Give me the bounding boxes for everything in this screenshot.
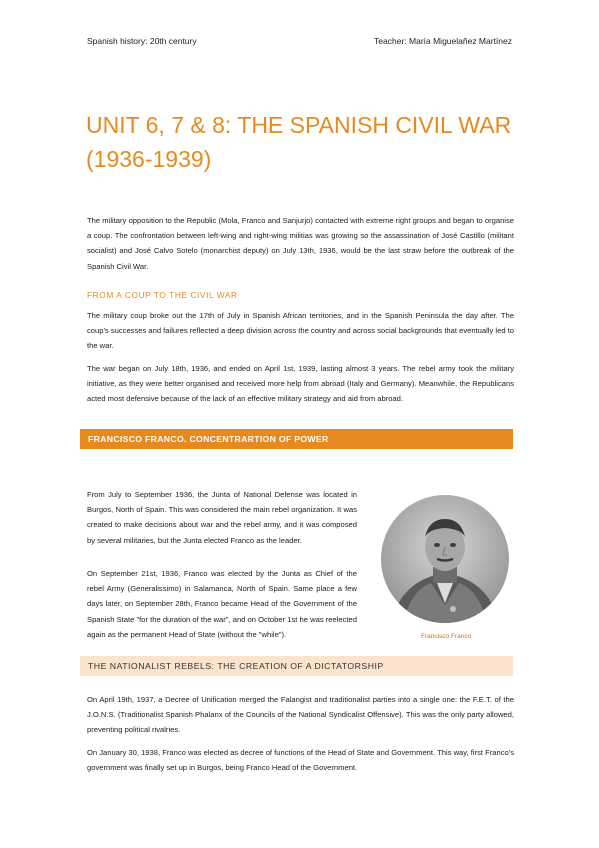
section-heading-coup: FROM A COUP TO THE CIVIL WAR: [87, 290, 238, 300]
franco-paragraph-2: On September 21st, 1936, Franco was elected by the Junta as Chief of the rebel Army (Generalissimo) in Salamanca, North of Spain. Same place a few days later, on September 28th, Franco became Head of the Government of the Spanish State "for the duration of the war", and on October 1st he was reelected again as the permanent Head of State (without the "while").: [87, 569, 357, 639]
nationalist-paragraph-1: On April 19th, 1937, a Decree of Unification merged the Falangist and traditionalist parties into a single one: the F.E.T. of the J.O.N.S. (Traditionalist Spanish Phalanx of the Councils of the National Syndicalist Offensive). This was the only party allowed, preventing political rivalries.: [87, 695, 514, 735]
intro-paragraph: The military opposition to the Republic (Mola, Franco and Sanjurjo) contacted with extreme right groups and began to organise a coup. The confrontation between left-wing and right-wing militias was growing so the assassination of José Castillo (militant socialist) and José Calvo Sotelo (monarchist deputy) on July 13th, 1936, would be the last straw before the outbreak of the Spanish Civil War.: [87, 216, 514, 271]
page-header: [87, 36, 512, 46]
title-line-1: UNIT 6, 7 & 8: THE SPANISH CIVIL WAR: [86, 112, 512, 138]
section-banner-nationalist: THE NATIONALIST REBELS: THE CREATION OF A DICTATORSHIP: [80, 656, 513, 676]
header-teacher: Teacher: María Miguelañez Martínez: [374, 36, 512, 46]
franco-portrait-image: [381, 495, 509, 623]
header-course: Spanish history: 20th century: [87, 36, 197, 46]
coup-paragraph-1: The military coup broke out the 17th of July in Spanish African territories, and in the Spanish Peninsula the day after. The coup's successes and failures reflected a deep division across the country and across social backgrounds that eventually led to the war.: [87, 311, 514, 351]
section-banner-franco: FRANCISCO FRANCO. CONCENTRARTION OF POWER: [80, 429, 513, 449]
portrait-caption: Francisco Franco: [421, 633, 472, 640]
coup-paragraph-2: The war began on July 18th, 1936, and ended on April 1st, 1939, lasting almost 3 years. The rebel army took the military initiative, as they were better organised and received more help from abroad (Italy and Germany). Meanwhile, the Republicans acted most defensive because of the lack of an effective military strategy and aid from abroad.: [87, 364, 514, 404]
franco-paragraph-1: From July to September 1936, the Junta of National Defense was located in Burgos, North of Spain. This was considered the main rebel organization. It was created to make decisions about war and the rebel army, and it was composed by several militaries, but the Junta elected Franco as the leader.: [87, 490, 357, 545]
unit-title: [86, 108, 526, 176]
nationalist-paragraph-2: On January 30, 1938, Franco was elected as decree of functions of the Head of State and Government. This way, first Franco's government was finally set up in Burgos, being Franco Head of the Government.: [87, 748, 514, 773]
title-line-2: (1936-1939): [86, 146, 212, 172]
